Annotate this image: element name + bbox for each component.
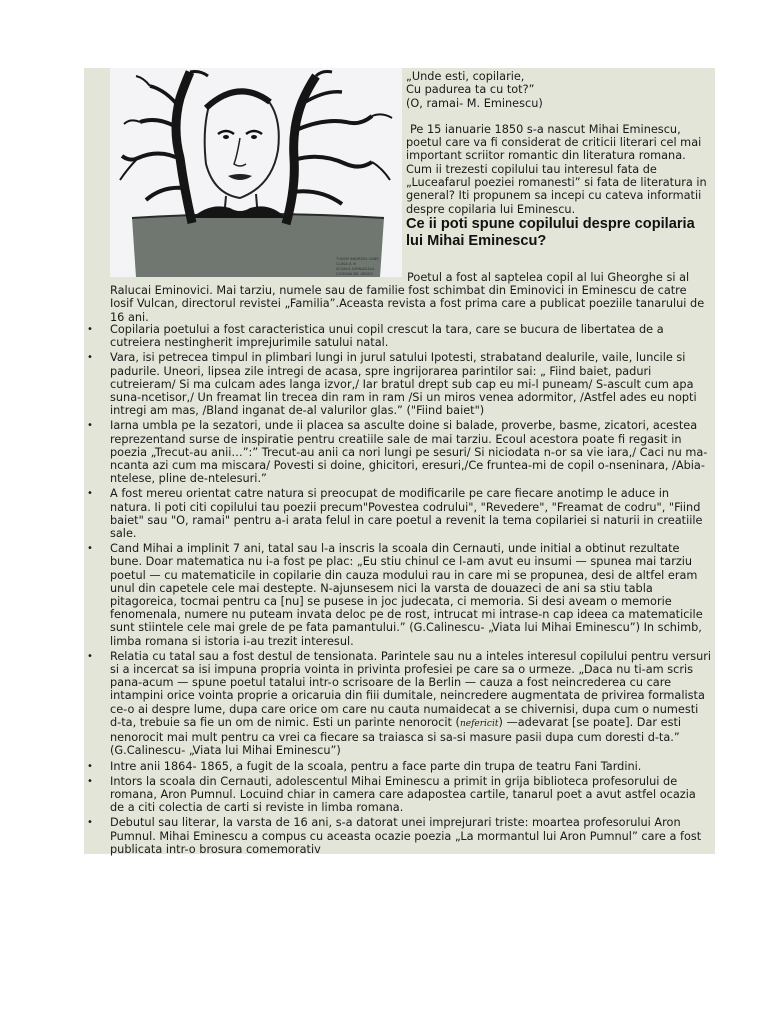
list-item-text: ) —adevarat [se poate]. Dar esti nenorocit mai mult pentru ca vrei ca fiecare sa traiasca si sa-si masure pasii dupa cum doresti d-ta.” (G.Calinescu- „Viata lui Mihai Eminescu”): [110, 715, 682, 758]
intro-paragraph: Pe 15 ianuarie 1850 s-a nascut Mihai Eminescu, poetul care va fi considerat de criticii literari cel mai important scriitor romantic din literatura romana. Cum ii trezesti copilului tau interesul fata de „Luceafarul poeziei romanesti” si fata de literatura in general? Iti propunem sa incepi cu cateva informatii despre copilaria lui Eminescu.: [406, 122, 707, 216]
illustration-caption-4: COMUNA BR. ARGES: [336, 272, 373, 276]
poem-line: „Unde esti, copilarie,: [406, 70, 525, 83]
right-column: [406, 70, 714, 250]
illustration: [110, 68, 402, 277]
list-item: [87, 650, 712, 758]
poem-quote: [406, 70, 714, 110]
poem-source: (O, ramai- M. Eminescu): [406, 96, 543, 110]
list-item: • A fost mereu orientat catre natura si preocupat de modificarile pe care fiecare anotimp le aduce in natura. Ii poti citi copilului tau poezii precum"Povestea codrului", "Revedere", "Freamat de codru", "Fiind baiet" sau "O, ramai" pentru a-i arata felul in care poetul a revenit la tema copilariei si naturii in creatiile sale.: [87, 487, 712, 540]
first-paragraph-lead: Poetul a fost al saptelea copil al lui Gheorghe si al: [407, 271, 690, 284]
poem-line: Cu padurea ta cu tot?”: [406, 83, 535, 97]
illustration-caption-3: SCOALA GIMNAZIALA: [336, 267, 375, 271]
list-item: • Intors la scoala din Cernauti, adolescentul Mihai Eminescu a primit in grija biblioteca profesorului de romana, Aron Pumnul. Locuind chiar in camera care adapostea cartile, tanarul poet a avut astfel ocazia de a citi colectia de carti si reviste in limba romana.: [87, 775, 712, 815]
first-paragraph: [110, 271, 710, 324]
list-item: • Debutul sau literar, la varsta de 16 ani, s-a datorat unei imprejurari triste: moartea profesorului Aron Pumnul. Mihai Eminescu a compus cu aceasta ocazie poezia „La mormantul lui Aron Pumnul” care a fost publicata intr-o brosura comemorativ: [87, 816, 712, 856]
illustration-caption-2: CLASA A VI: [336, 262, 357, 266]
list-item: • Vara, isi petrecea timpul in plimbari lungi in jurul satului Ipotesti, strabatand dealurile, vaile, luncile si padurile. Uneori, lipsea zile intregi de acasa, spre ingrijorarea parintilor sai: „ Fiind baiet, paduri cutreieram/ Si ma culcam ades langa izvor,/ Iar bratul drept sub cap eu mi-l puneam/ S-ascult cum apa suna-ncetisor,/ Un freamat lin trecea din ram in ram /Si un miros venea adormitor, /Astfel ades eu nopti intregi am mas, /Bland inganat de-al valurilor glas.” ("Fiind baiet"): [87, 351, 712, 417]
woman-face-tree-drawing-icon: [110, 68, 402, 277]
list-item: • Intre anii 1864- 1865, a fugit de la scoala, pentru a face parte din trupa de teatru Fani Tardini.: [87, 760, 712, 773]
facts-list: [87, 323, 712, 858]
section-heading: Ce ii poti spune copilului despre copilaria lui Mihai Eminescu?: [406, 215, 695, 249]
first-paragraph-rest: Ralucai Eminovici. Mai tarziu, numele sau de familie fost schimbat din Eminovici in Eminescu de catre Iosif Vulcan, directorul revistei „Familia”.Aceasta revista a fost prima care a publicat poeziile tanarului de 16 ani.: [110, 284, 705, 324]
list-item-small-word: nefericit: [459, 718, 499, 729]
list-item: • Iarna umbla pe la sezatori, unde ii placea sa asculte doine si balade, proverbe, basme, zicatori, acestea reprezentand surse de inspiratie pentru creatiile sale de mai tarziu. Ecoul acestora poate fi regasit in poezia „Trecut-au anii…”:” Trecut-au anii ca nori lungi pe sesuri/ Si niciodata n-or sa vie iara,/ Caci nu ma-ncanta azi cum ma miscara/ Povesti si doine, ghicitori, eresuri,/Ce fruntea-mi de copil o-nseninara, /Abia-ntelese, pline de-ntelesuri.”: [87, 419, 712, 485]
list-item-text: Relatia cu tatal sau a fost destul de tensionata. Parintele sau nu a inteles interesul copilului pentru versuri si a incercat sa isi impuna propria vointa in privinta profesiei pe care sa o urmeze. „Daca nu ti-am scris pana-acum — spune poetul tatalui intr-o scrisoare de la Berlin — cauza a fost neincrederea cu care intampini orice vointa proprie a oricaruia din fiii dumitale, neincredere augmentata de privirea formalista ce-o ai despre lume, dupa care orice om care nu cauta numaidecat a se chivernisi, dupa cum o numesti d-ta, trebuie sa fie un om de nimic. Esti un parinte nenorocit (: [110, 649, 712, 729]
list-item: • Copilaria poetului a fost caracteristica unui copil crescut la tara, care se bucura de libertatea de a cutreiera nestingherit imprejurimile satului natal.: [87, 323, 712, 349]
list-item: • Cand Mihai a implinit 7 ani, tatal sau l-a inscris la scoala din Cernauti, unde initial a obtinut rezultate bune. Doar matematica nu i-a fost pe plac: „Eu stiu chinul ce l-am avut eu insumi — spunea mai tarziu poetul — cu matematicile in copilarie din cauza modului rau in care mi se propunea, desi de altfel eram unul din capetele cele mai destepte. N-ajunsesem nici la varsta de douazeci de ani sa stiu tabla pitagoreica, tocmai pentru ca [nu] se pusese in joc judecata, ci memoria. Si desi aveam o memorie fenomenala, numere nu puteam invata deloc pe de rost, intrucat mi intrase-n cap ideea ca matematicile sunt stiintele cele mai grele de pe fata pamantului.” (G.Calinescu- „Viata lui Mihai Eminescu”) In schimb, limba romana si istoria i-au trezit interesul.: [87, 542, 712, 648]
illustration-caption-1: TUDOR ANDREEA GABR: [336, 257, 379, 261]
